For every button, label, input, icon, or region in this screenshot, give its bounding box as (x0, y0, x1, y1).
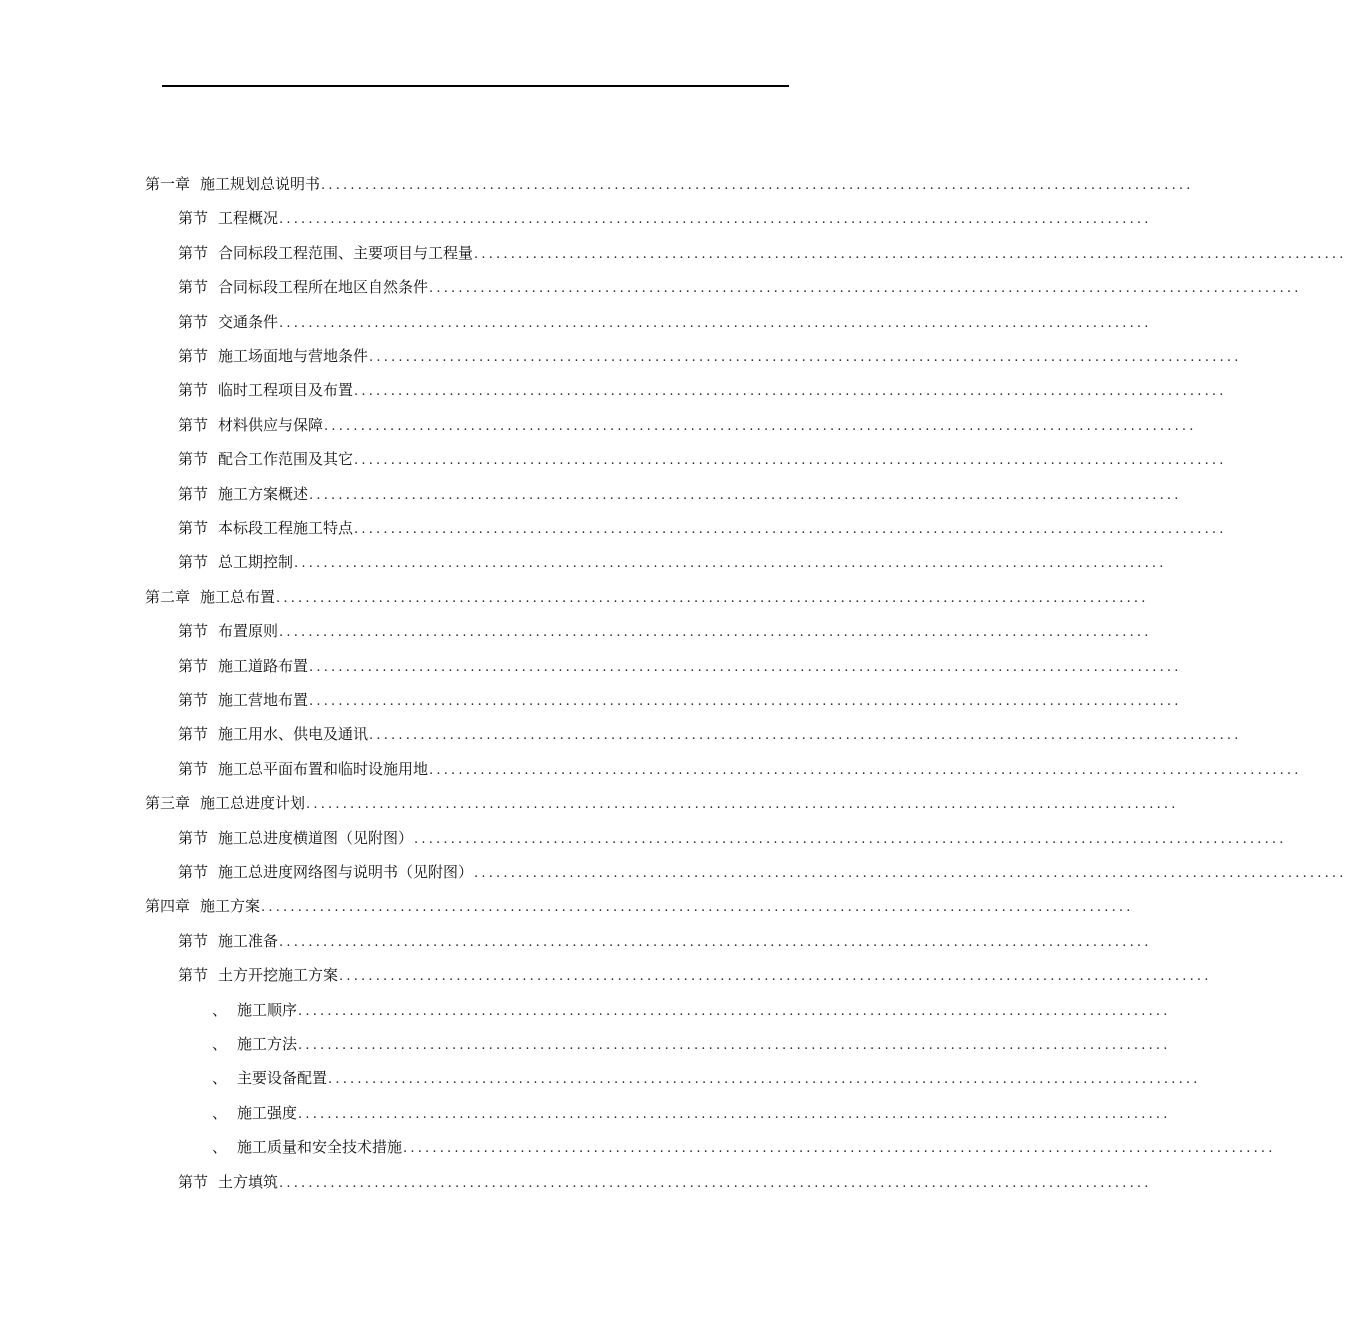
toc-entry-section[interactable] (178, 656, 1182, 678)
toc-entry-section[interactable] (178, 552, 1167, 574)
toc-dot-leader: ....................................................................................................................... (369, 728, 1242, 744)
toc-dot-leader: ....................................................................................................................... (298, 1038, 1171, 1053)
toc-entry-title: 本标段工程施工特点 (218, 519, 354, 537)
toc-entry-prefix: 第节 (178, 553, 209, 572)
toc-entry-prefix: 第节 (178, 725, 209, 744)
toc-entry-prefix: 第二章 (145, 587, 191, 606)
toc-entry-section[interactable] (178, 277, 1302, 299)
toc-entry-title: 施工方案 (200, 897, 261, 916)
toc-entry-title: 临时工程项目及布置 (218, 381, 354, 400)
toc-entry-title: 合同标段工程范围、主要项目与工程量 (218, 243, 474, 262)
toc-dot-leader: ....................................................................................................................... (474, 866, 1347, 881)
toc-entry-title: 施工总布置 (200, 587, 276, 606)
toc-entry-title: 施工顺序 (237, 1000, 298, 1019)
toc-entry-prefix: 第节 (178, 759, 209, 778)
toc-entry-prefix: 第节 (178, 312, 209, 331)
toc-dot-leader: ....................................................................................................................... (414, 831, 1287, 847)
toc-entry-title: 施工质量和安全技术措施 (237, 1138, 403, 1157)
toc-entry-item[interactable] (212, 1000, 1171, 1022)
toc-dot-leader: ....................................................................................................................... (279, 1175, 1152, 1191)
toc-entry-prefix: 第节 (178, 622, 209, 641)
toc-entry-title: 主要设备配置 (237, 1069, 328, 1088)
toc-entry-title: 总工期控制 (218, 553, 294, 572)
toc-dot-leader: ....................................................................................................................... (298, 1003, 1171, 1019)
header-rule (162, 85, 789, 87)
toc-dot-leader: ....................................................................................................................... (279, 212, 1152, 228)
toc-dot-leader: ....................................................................................................................... (328, 1072, 1201, 1088)
toc-entry-title: 土方开挖施工方案 (218, 966, 339, 985)
toc-entry-item[interactable] (212, 1034, 1171, 1056)
toc-entry-item[interactable] (212, 1137, 1276, 1159)
toc-entry-chapter[interactable] (145, 793, 1179, 815)
toc-dot-leader: ....................................................................................................................... (279, 934, 1152, 950)
toc-entry-title: 施工强度 (237, 1103, 298, 1122)
toc-entry-prefix: 第一章 (145, 175, 191, 193)
toc-entry-title: 施工用水、供电及通讯 (218, 725, 369, 744)
toc-dot-leader: ....................................................................................................................... (429, 762, 1302, 778)
toc-entry-section[interactable] (178, 518, 1227, 540)
toc-entry-prefix: 第节 (178, 931, 209, 950)
toc-entry-section[interactable] (178, 243, 1347, 265)
toc-entry-title: 施工场面地与营地条件 (218, 347, 369, 365)
toc-entry-item[interactable] (212, 1103, 1171, 1125)
toc-dot-leader: ....................................................................................................................... (306, 797, 1179, 813)
toc-entry-prefix: 第节 (178, 863, 209, 881)
toc-entry-prefix: 第节 (178, 278, 209, 297)
toc-dot-leader: ....................................................................................................................... (309, 487, 1182, 503)
toc-dot-leader: ....................................................................................................................... (294, 556, 1167, 572)
toc-entry-prefix: 第节 (178, 966, 209, 985)
toc-entry-prefix: 第节 (178, 347, 209, 365)
toc-entry-section[interactable] (178, 380, 1227, 402)
toc-dot-leader: ....................................................................................................................... (403, 1141, 1276, 1157)
toc-dot-leader: ....................................................................................................................... (276, 590, 1149, 606)
toc-dot-leader: ....................................................................................................................... (261, 900, 1134, 916)
toc-entry-title: 配合工作范围及其它 (218, 450, 354, 469)
toc-entry-prefix: 第节 (178, 415, 209, 434)
toc-dot-leader: ....................................................................................................................... (354, 453, 1227, 469)
toc-entry-title: 施工方法 (237, 1035, 298, 1053)
toc-entry-section[interactable] (178, 208, 1152, 230)
toc-entry-prefix: 、 (212, 1000, 228, 1019)
toc-entry-section[interactable] (178, 449, 1227, 471)
toc-entry-prefix: 第节 (178, 519, 209, 537)
toc-entry-chapter[interactable] (145, 587, 1149, 609)
toc-entry-prefix: 第节 (178, 656, 209, 675)
toc-entry-section[interactable] (178, 690, 1182, 712)
toc-dot-leader: ....................................................................................................................... (309, 659, 1182, 675)
toc-entry-section[interactable] (178, 415, 1197, 437)
toc-entry-title: 施工总进度网络图与说明书（见附图） (218, 863, 474, 881)
toc-entry-section[interactable] (178, 759, 1302, 781)
toc-entry-prefix: 、 (212, 1103, 228, 1122)
toc-dot-leader: ....................................................................................................................... (369, 350, 1242, 365)
toc-entry-chapter[interactable] (145, 896, 1134, 918)
toc-entry-prefix: 、 (212, 1138, 228, 1157)
toc-entry-prefix: 第节 (178, 691, 209, 709)
toc-entry-title: 土方填筑 (218, 1172, 279, 1191)
toc-entry-section[interactable] (178, 724, 1242, 746)
toc-entry-chapter[interactable] (145, 174, 1194, 196)
toc-entry-title: 施工总平面布置和临时设施用地 (218, 759, 429, 778)
toc-entry-section[interactable] (178, 312, 1152, 334)
toc-dot-leader: ....................................................................................................................... (298, 1106, 1171, 1122)
toc-entry-prefix: 第节 (178, 828, 209, 847)
toc-dot-leader: ....................................................................................................................... (321, 178, 1194, 193)
toc-dot-leader: ....................................................................................................................... (474, 246, 1347, 262)
toc-entry-item[interactable] (212, 1068, 1201, 1090)
toc-entry-title: 工程概况 (218, 209, 279, 228)
toc-entry-title: 施工准备 (218, 931, 279, 950)
toc-entry-title: 施工道路布置 (218, 656, 309, 675)
toc-entry-prefix: 第节 (178, 209, 209, 228)
toc-entry-title: 交通条件 (218, 312, 279, 331)
toc-entry-title: 施工总进度计划 (200, 794, 306, 813)
toc-entry-section[interactable] (178, 1172, 1152, 1194)
toc-entry-title: 施工方案概述 (218, 484, 309, 503)
toc-entry-title: 施工总进度横道图（见附图） (218, 828, 414, 847)
toc-entry-prefix: 、 (212, 1069, 228, 1088)
toc-dot-leader: ....................................................................................................................... (339, 969, 1212, 985)
toc-entry-title: 合同标段工程所在地区自然条件 (218, 278, 429, 297)
toc-entry-prefix: 第三章 (145, 794, 191, 813)
toc-entry-prefix: 第节 (178, 381, 209, 400)
toc-entry-prefix: 第四章 (145, 897, 191, 916)
toc-entry-prefix: 、 (212, 1035, 228, 1053)
toc-dot-leader: ....................................................................................................................... (429, 281, 1302, 297)
toc-entry-prefix: 第节 (178, 243, 209, 262)
toc-dot-leader: ....................................................................................................................... (354, 384, 1227, 400)
toc-dot-leader: ....................................................................................................................... (354, 522, 1227, 537)
toc-entry-title: 布置原则 (218, 622, 279, 641)
toc-entry-title: 施工营地布置 (218, 691, 309, 709)
toc-entry-section[interactable] (178, 828, 1287, 850)
toc-dot-leader: ....................................................................................................................... (324, 418, 1197, 434)
toc-entry-title: 材料供应与保障 (218, 415, 324, 434)
toc-entry-section[interactable] (178, 484, 1182, 506)
toc-entry-prefix: 第节 (178, 450, 209, 469)
toc-dot-leader: ....................................................................................................................... (309, 694, 1182, 709)
toc-entry-section[interactable] (178, 862, 1347, 884)
toc-entry-section[interactable] (178, 346, 1242, 368)
toc-dot-leader: ....................................................................................................................... (279, 315, 1152, 331)
toc-entry-prefix: 第节 (178, 484, 209, 503)
toc-entry-prefix: 第节 (178, 1172, 209, 1191)
toc-entry-section[interactable] (178, 965, 1212, 987)
toc-entry-section[interactable] (178, 931, 1152, 953)
toc-dot-leader: ....................................................................................................................... (279, 625, 1152, 641)
toc-entry-title: 施工规划总说明书 (200, 175, 321, 193)
toc-entry-section[interactable] (178, 621, 1152, 643)
